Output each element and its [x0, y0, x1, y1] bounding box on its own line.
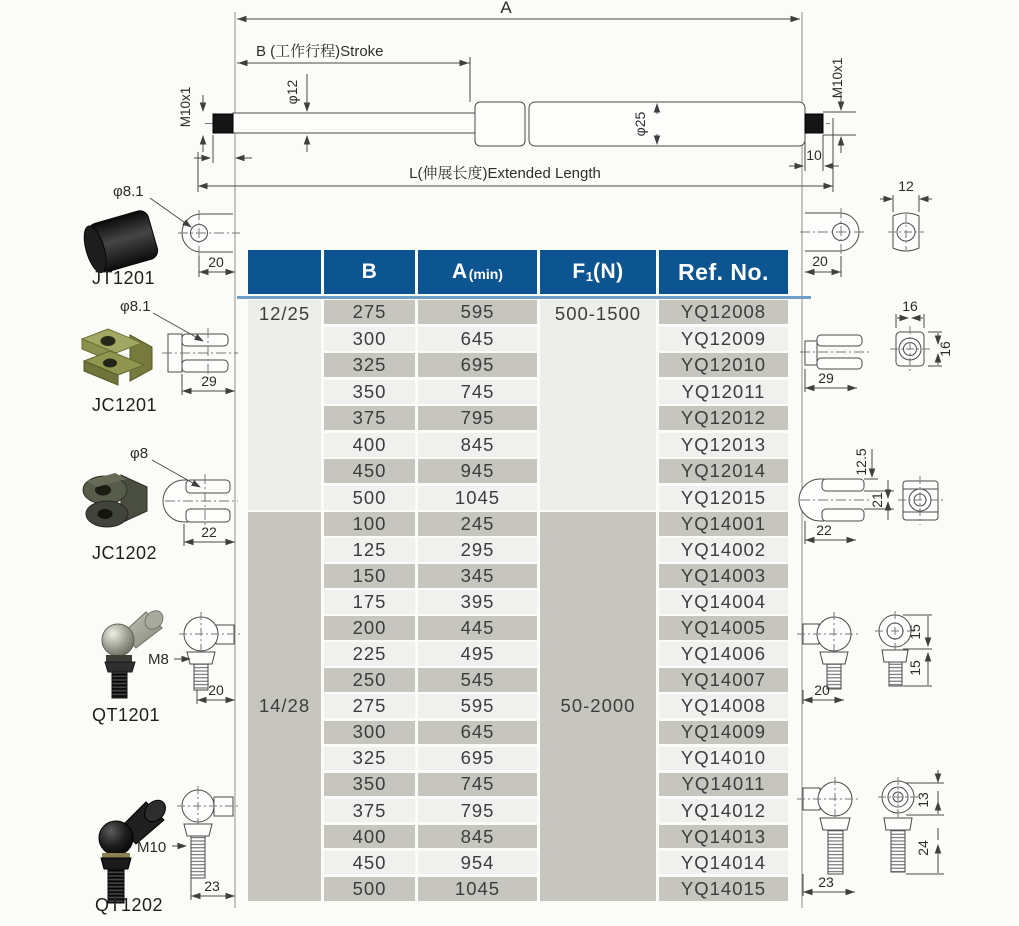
header-f1n — [540, 250, 656, 294]
cell-b: 350 — [324, 773, 415, 797]
cell-b: 500 — [324, 877, 415, 901]
cell-ref-no: YQ14012 — [659, 799, 788, 823]
cell-a-min: 495 — [418, 642, 537, 666]
cell-b: 150 — [324, 564, 415, 588]
qt1202-dim: 23 — [204, 878, 220, 894]
jt1201-right-dim-side: 20 — [812, 253, 828, 269]
cell-ref-no: YQ14001 — [659, 512, 788, 536]
cell-a-min: 645 — [418, 327, 537, 351]
cell-b: 125 — [324, 538, 415, 562]
cell-b: 100 — [324, 512, 415, 536]
header-a-sub-label: (min) — [468, 266, 503, 282]
group-size: 12/25 — [248, 300, 321, 510]
label-dia-rod: φ12 — [284, 79, 300, 105]
cell-a-min: 795 — [418, 799, 537, 823]
jc1201-dim: 29 — [201, 373, 217, 389]
jc1201-right-dim-top: 16 — [902, 298, 918, 314]
cell-b: 225 — [324, 642, 415, 666]
cell-b: 400 — [324, 433, 415, 457]
cell-a-min: 295 — [418, 538, 537, 562]
cell-b: 325 — [324, 353, 415, 377]
cell-ref-no: YQ12009 — [659, 327, 788, 351]
label-dim-a: A — [500, 0, 512, 17]
cell-ref-no: YQ12014 — [659, 459, 788, 483]
label-dim-b: B (工作行程)Stroke — [256, 43, 384, 60]
cell-ref-no: YQ12013 — [659, 433, 788, 457]
cell-ref-no: YQ12012 — [659, 406, 788, 430]
cell-ref-no: YQ14007 — [659, 668, 788, 692]
header-b — [324, 250, 415, 294]
cell-b: 275 — [324, 694, 415, 718]
qt1202-right-dim-rot2: 24 — [915, 840, 931, 856]
cell-ref-no: YQ14010 — [659, 747, 788, 771]
header-accent-rule — [237, 296, 811, 299]
cell-b: 250 — [324, 668, 415, 692]
jc1201-right-dim-side: 29 — [818, 370, 834, 386]
cell-b: 275 — [324, 300, 415, 324]
cell-ref-no: YQ14008 — [659, 694, 788, 718]
group-force: 50-2000 — [540, 512, 656, 901]
header-f-label: F — [572, 260, 586, 283]
header-f-sub-label: 1 — [585, 268, 593, 284]
jt1201-label: JT1201 — [92, 268, 156, 288]
cell-ref-no: YQ14005 — [659, 616, 788, 640]
jt1201-callout: φ8.1 — [113, 183, 144, 200]
cell-b: 375 — [324, 799, 415, 823]
cell-a-min: 745 — [418, 380, 537, 404]
header-ref-label: Ref. No. — [678, 258, 769, 285]
label-extended-length: L(伸展长度)Extended Length — [409, 165, 601, 182]
jc1201-callout: φ8.1 — [120, 298, 151, 315]
cell-a-min: 245 — [418, 512, 537, 536]
jc1202-right-dim-rot1: 12.5 — [853, 448, 869, 476]
cell-a-min: 845 — [418, 433, 537, 457]
cell-ref-no: YQ14015 — [659, 877, 788, 901]
label-stud-len: 10 — [806, 147, 822, 163]
header-ref-no — [659, 250, 788, 294]
cell-a-min: 545 — [418, 668, 537, 692]
cell-b: 325 — [324, 747, 415, 771]
cell-a-min: 1045 — [418, 877, 537, 901]
cell-a-min: 1045 — [418, 486, 537, 510]
label-thread-right: M10x1 — [830, 57, 845, 99]
jc1202-callout: φ8 — [130, 445, 149, 462]
qt1201-label: QT1201 — [92, 705, 161, 725]
cell-a-min: 845 — [418, 825, 537, 849]
cell-a-min: 745 — [418, 773, 537, 797]
cell-b: 450 — [324, 459, 415, 483]
cell-b: 375 — [324, 406, 415, 430]
cell-b: 400 — [324, 825, 415, 849]
cell-b: 350 — [324, 380, 415, 404]
cell-ref-no: YQ14003 — [659, 564, 788, 588]
jc1202-dim: 22 — [201, 524, 217, 540]
cell-b: 300 — [324, 327, 415, 351]
cell-ref-no: YQ14009 — [659, 721, 788, 745]
cell-b: 200 — [324, 616, 415, 640]
qt1201-right-dim-side: 20 — [814, 682, 830, 698]
cell-b: 300 — [324, 721, 415, 745]
qt1201-callout: M8 — [148, 651, 169, 668]
cell-a-min: 945 — [418, 459, 537, 483]
qt1201-right-dim-rot1: 15 — [907, 624, 923, 640]
label-thread-left: M10x1 — [178, 86, 193, 128]
cell-a-min: 795 — [418, 406, 537, 430]
header-f-unit-label: (N) — [592, 260, 624, 283]
jt1201-dim: 20 — [208, 254, 224, 270]
qt1202-right-dim-side: 23 — [818, 874, 834, 890]
cell-b: 450 — [324, 851, 415, 875]
cell-ref-no: YQ14014 — [659, 851, 788, 875]
cell-a-min: 595 — [418, 300, 537, 324]
cell-ref-no: YQ14013 — [659, 825, 788, 849]
qt1201-dim: 20 — [208, 682, 224, 698]
qt1202-right-dim-rot1: 13 — [915, 792, 931, 808]
cell-ref-no: YQ14004 — [659, 590, 788, 614]
cell-ref-no: YQ14002 — [659, 538, 788, 562]
cell-ref-no: YQ12010 — [659, 353, 788, 377]
cell-a-min: 595 — [418, 694, 537, 718]
cell-a-min: 954 — [418, 851, 537, 875]
header-size-col — [248, 250, 321, 294]
header-b-label: B — [361, 260, 378, 283]
qt1202-label: QT1202 — [95, 895, 164, 915]
cell-ref-no: YQ14006 — [659, 642, 788, 666]
cell-a-min: 645 — [418, 721, 537, 745]
cell-ref-no: YQ12008 — [659, 300, 788, 324]
cell-a-min: 445 — [418, 616, 537, 640]
jt1201-right-dim-top: 12 — [898, 178, 914, 194]
cell-a-min: 695 — [418, 353, 537, 377]
cell-ref-no: YQ12015 — [659, 486, 788, 510]
cell-a-min: 395 — [418, 590, 537, 614]
qt1201-right-dim-rot2: 15 — [907, 660, 923, 676]
jc1202-right-dim-side: 22 — [816, 522, 832, 538]
cell-ref-no: YQ12011 — [659, 380, 788, 404]
header-a-min — [418, 250, 537, 294]
jc1202-right-dim-rot2: 21 — [869, 492, 885, 508]
jc1201-label: JC1201 — [92, 395, 158, 415]
cell-a-min: 695 — [418, 747, 537, 771]
jc1202-label: JC1202 — [92, 543, 158, 563]
group-size: 14/28 — [248, 512, 321, 901]
group-force: 500-1500 — [540, 300, 656, 510]
cell-a-min: 345 — [418, 564, 537, 588]
cell-b: 500 — [324, 486, 415, 510]
cell-ref-no: YQ14011 — [659, 773, 788, 797]
cell-b: 175 — [324, 590, 415, 614]
label-dia-cylinder: φ25 — [632, 111, 648, 137]
header-a-label: A — [452, 260, 468, 283]
qt1202-callout: M10 — [137, 839, 167, 856]
jc1201-right-dim-rot: 16 — [937, 341, 953, 357]
